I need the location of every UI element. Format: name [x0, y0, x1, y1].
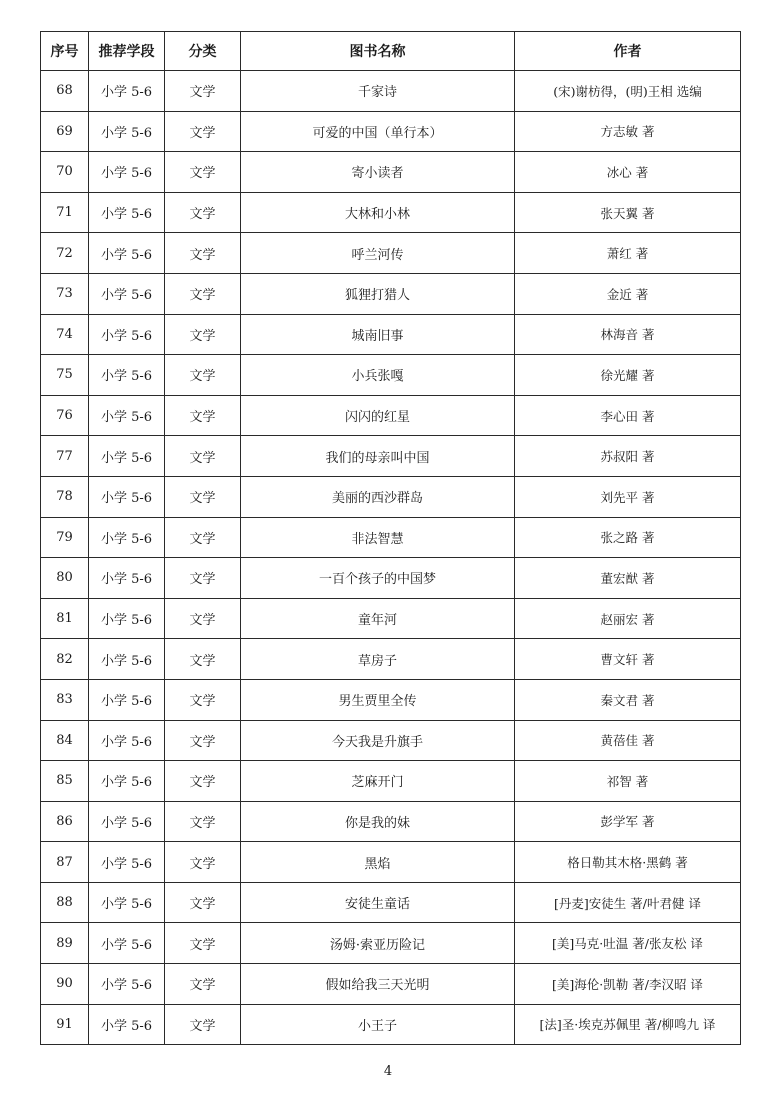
cell-author: [法]圣·埃克苏佩里 著/柳鸣九 译 — [515, 1004, 741, 1045]
cell-index: 69 — [41, 111, 89, 152]
table-row — [41, 517, 741, 558]
cell-category: 文学 — [165, 761, 241, 802]
cell-title: 我们的母亲叫中国 — [241, 436, 515, 477]
cell-grade: 小学 5-6 — [89, 558, 165, 599]
cell-title: 非法智慧 — [241, 517, 515, 558]
cell-category: 文学 — [165, 152, 241, 193]
table-row — [41, 314, 741, 355]
table-row — [41, 355, 741, 396]
cell-category: 文学 — [165, 273, 241, 314]
cell-index: 71 — [41, 192, 89, 233]
cell-author: 方志敏 著 — [515, 111, 741, 152]
table-row — [41, 1004, 741, 1045]
cell-author: 冰心 著 — [515, 152, 741, 193]
cell-category: 文学 — [165, 598, 241, 639]
cell-grade: 小学 5-6 — [89, 152, 165, 193]
cell-grade: 小学 5-6 — [89, 273, 165, 314]
table-row — [41, 842, 741, 883]
table-row — [41, 639, 741, 680]
table-row — [41, 152, 741, 193]
header-grade: 推荐学段 — [89, 32, 165, 71]
cell-category: 文学 — [165, 720, 241, 761]
cell-grade: 小学 5-6 — [89, 923, 165, 964]
cell-author: 徐光耀 著 — [515, 355, 741, 396]
cell-title: 男生贾里全传 — [241, 679, 515, 720]
cell-author: 祁智 著 — [515, 761, 741, 802]
cell-category: 文学 — [165, 355, 241, 396]
cell-index: 75 — [41, 355, 89, 396]
cell-author: 秦文君 著 — [515, 679, 741, 720]
cell-author: 格日勒其木格·黑鹤 著 — [515, 842, 741, 883]
table-row — [41, 761, 741, 802]
cell-title: 可爱的中国（单行本） — [241, 111, 515, 152]
table-row — [41, 476, 741, 517]
cell-title: 城南旧事 — [241, 314, 515, 355]
cell-grade: 小学 5-6 — [89, 1004, 165, 1045]
cell-category: 文学 — [165, 233, 241, 274]
table-header-row — [41, 32, 741, 71]
cell-grade: 小学 5-6 — [89, 111, 165, 152]
cell-index: 83 — [41, 679, 89, 720]
cell-index: 88 — [41, 882, 89, 923]
cell-grade: 小学 5-6 — [89, 882, 165, 923]
cell-grade: 小学 5-6 — [89, 720, 165, 761]
cell-category: 文学 — [165, 1004, 241, 1045]
header-category: 分类 — [165, 32, 241, 71]
cell-grade: 小学 5-6 — [89, 395, 165, 436]
table-row — [41, 71, 741, 112]
cell-index: 72 — [41, 233, 89, 274]
cell-index: 74 — [41, 314, 89, 355]
cell-index: 79 — [41, 517, 89, 558]
cell-author: 林海音 著 — [515, 314, 741, 355]
cell-category: 文学 — [165, 517, 241, 558]
cell-title: 小王子 — [241, 1004, 515, 1045]
cell-index: 76 — [41, 395, 89, 436]
cell-grade: 小学 5-6 — [89, 639, 165, 680]
table-row — [41, 964, 741, 1005]
header-index: 序号 — [41, 32, 89, 71]
cell-index: 81 — [41, 598, 89, 639]
cell-category: 文学 — [165, 842, 241, 883]
cell-title: 假如给我三天光明 — [241, 964, 515, 1005]
cell-grade: 小学 5-6 — [89, 801, 165, 842]
cell-author: 萧红 著 — [515, 233, 741, 274]
cell-title: 美丽的西沙群岛 — [241, 476, 515, 517]
cell-grade: 小学 5-6 — [89, 314, 165, 355]
header-author: 作者 — [515, 32, 741, 71]
cell-grade: 小学 5-6 — [89, 598, 165, 639]
cell-title: 千家诗 — [241, 71, 515, 112]
cell-author: 金近 著 — [515, 273, 741, 314]
cell-author: 刘先平 著 — [515, 476, 741, 517]
cell-category: 文学 — [165, 314, 241, 355]
cell-category: 文学 — [165, 436, 241, 477]
table-row — [41, 679, 741, 720]
cell-title: 汤姆·索亚历险记 — [241, 923, 515, 964]
cell-title: 寄小读者 — [241, 152, 515, 193]
cell-index: 89 — [41, 923, 89, 964]
cell-title: 狐狸打猎人 — [241, 273, 515, 314]
cell-grade: 小学 5-6 — [89, 964, 165, 1005]
cell-title: 闪闪的红星 — [241, 395, 515, 436]
cell-author: [美]马克·吐温 著/张友松 译 — [515, 923, 741, 964]
cell-category: 文学 — [165, 558, 241, 599]
cell-title: 童年河 — [241, 598, 515, 639]
cell-index: 78 — [41, 476, 89, 517]
cell-author: 赵丽宏 著 — [515, 598, 741, 639]
cell-category: 文学 — [165, 964, 241, 1005]
table-row — [41, 558, 741, 599]
cell-title: 芝麻开门 — [241, 761, 515, 802]
cell-title: 一百个孩子的中国梦 — [241, 558, 515, 599]
table-row — [41, 720, 741, 761]
table-row — [41, 882, 741, 923]
cell-grade: 小学 5-6 — [89, 842, 165, 883]
cell-title: 呼兰河传 — [241, 233, 515, 274]
table-row — [41, 273, 741, 314]
table-row — [41, 598, 741, 639]
cell-title: 黑焰 — [241, 842, 515, 883]
cell-author: 张天翼 著 — [515, 192, 741, 233]
cell-grade: 小学 5-6 — [89, 71, 165, 112]
cell-author: [丹麦]安徒生 著/叶君健 译 — [515, 882, 741, 923]
page-number: 4 — [383, 1064, 393, 1079]
cell-category: 文学 — [165, 801, 241, 842]
cell-title: 大林和小林 — [241, 192, 515, 233]
cell-grade: 小学 5-6 — [89, 517, 165, 558]
cell-index: 80 — [41, 558, 89, 599]
cell-author: 曹文轩 著 — [515, 639, 741, 680]
cell-index: 87 — [41, 842, 89, 883]
cell-category: 文学 — [165, 192, 241, 233]
table-row — [41, 923, 741, 964]
table-row — [41, 801, 741, 842]
cell-index: 73 — [41, 273, 89, 314]
cell-index: 70 — [41, 152, 89, 193]
cell-category: 文学 — [165, 111, 241, 152]
cell-index: 85 — [41, 761, 89, 802]
cell-author: 董宏猷 著 — [515, 558, 741, 599]
cell-index: 86 — [41, 801, 89, 842]
cell-category: 文学 — [165, 679, 241, 720]
cell-author: 黄蓓佳 著 — [515, 720, 741, 761]
cell-author: [美]海伦·凯勒 著/李汉昭 译 — [515, 964, 741, 1005]
cell-index: 77 — [41, 436, 89, 477]
cell-grade: 小学 5-6 — [89, 679, 165, 720]
cell-category: 文学 — [165, 923, 241, 964]
cell-category: 文学 — [165, 395, 241, 436]
cell-grade: 小学 5-6 — [89, 436, 165, 477]
cell-grade: 小学 5-6 — [89, 761, 165, 802]
cell-category: 文学 — [165, 476, 241, 517]
cell-author: 张之路 著 — [515, 517, 741, 558]
cell-title: 草房子 — [241, 639, 515, 680]
cell-grade: 小学 5-6 — [89, 192, 165, 233]
cell-author: 李心田 著 — [515, 395, 741, 436]
cell-index: 90 — [41, 964, 89, 1005]
cell-grade: 小学 5-6 — [89, 355, 165, 396]
table-row — [41, 233, 741, 274]
cell-index: 82 — [41, 639, 89, 680]
cell-category: 文学 — [165, 882, 241, 923]
cell-author: 苏叔阳 著 — [515, 436, 741, 477]
table-row — [41, 395, 741, 436]
cell-title: 你是我的妹 — [241, 801, 515, 842]
cell-index: 84 — [41, 720, 89, 761]
cell-author: (宋)谢枋得，(明)王相 选编 — [515, 71, 741, 112]
cell-index: 91 — [41, 1004, 89, 1045]
table-body — [41, 71, 741, 1045]
cell-index: 68 — [41, 71, 89, 112]
cell-grade: 小学 5-6 — [89, 476, 165, 517]
cell-title: 今天我是升旗手 — [241, 720, 515, 761]
cell-author: 彭学军 著 — [515, 801, 741, 842]
cell-category: 文学 — [165, 71, 241, 112]
cell-title: 小兵张嘎 — [241, 355, 515, 396]
table-row — [41, 111, 741, 152]
table-row — [41, 436, 741, 477]
table-row — [41, 192, 741, 233]
cell-grade: 小学 5-6 — [89, 233, 165, 274]
cell-category: 文学 — [165, 639, 241, 680]
header-title: 图书名称 — [241, 32, 515, 71]
book-list-table — [40, 31, 741, 1045]
cell-title: 安徒生童话 — [241, 882, 515, 923]
